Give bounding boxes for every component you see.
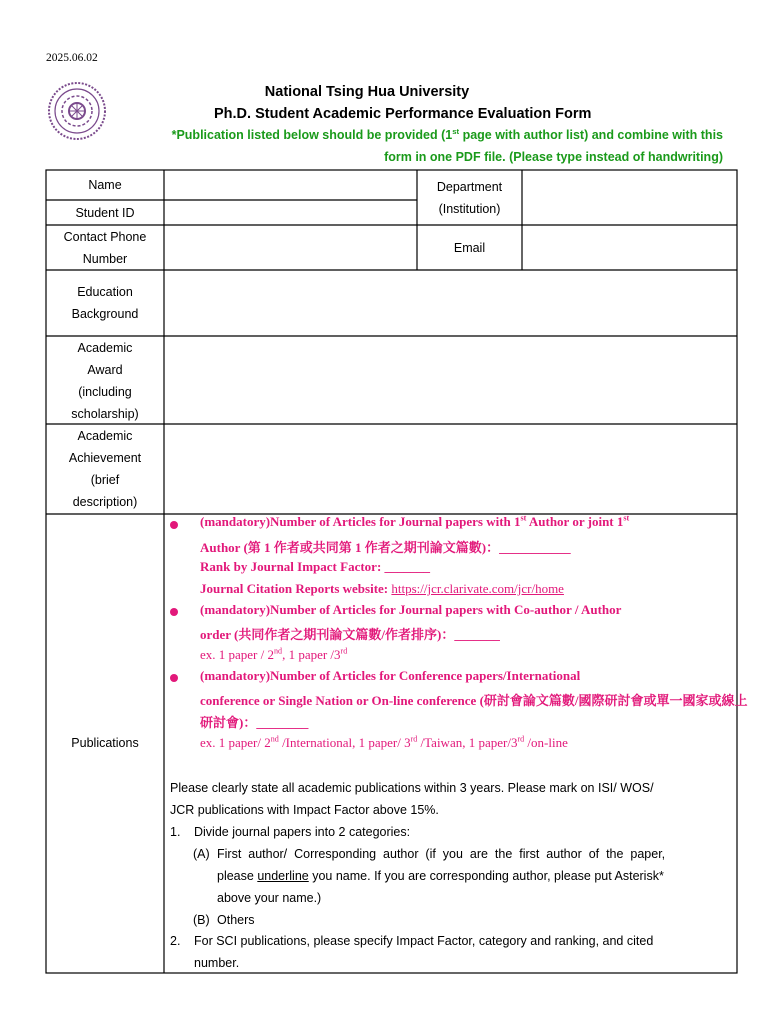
academic-award-field[interactable] [165, 337, 736, 423]
publication-note-line2: form in one PDF file. (Please type instead of handwriting) [384, 150, 723, 164]
document-date: 2025.06.02 [46, 52, 98, 64]
name-field[interactable] [165, 171, 416, 199]
bullet-icon [170, 608, 178, 616]
education-label: Education Background [71, 285, 139, 321]
university-title: National Tsing Hua University [264, 84, 470, 100]
student-id-label: Student ID [75, 206, 135, 220]
publications-label: Publications [71, 736, 139, 750]
academic-achievement-field[interactable] [165, 425, 736, 513]
department-field[interactable] [523, 171, 736, 224]
publication-note-line1: *Publication listed below should be provided (1st page with author list) and combine with this [171, 126, 723, 142]
form-title: Ph.D. Student Academic Performance Evaluation Form [214, 106, 592, 122]
academic-award-label: Academic Award (including scholarship) [71, 341, 139, 421]
name-label: Name [88, 178, 122, 192]
bullet-icon [170, 521, 178, 529]
student-id-field[interactable] [165, 201, 416, 224]
academic-achievement-label: Academic Achievement (brief description) [68, 429, 142, 509]
jcr-link[interactable]: https://jcr.clarivate.com/jcr/home [391, 581, 564, 596]
contact-phone-label: Contact Phone Number [63, 230, 147, 266]
bullet-icon [170, 674, 178, 682]
education-field[interactable] [165, 271, 736, 335]
department-label: Department (Institution) [436, 180, 503, 216]
email-field[interactable] [523, 226, 736, 269]
email-label: Email [453, 241, 486, 255]
contact-phone-field[interactable] [165, 226, 416, 269]
